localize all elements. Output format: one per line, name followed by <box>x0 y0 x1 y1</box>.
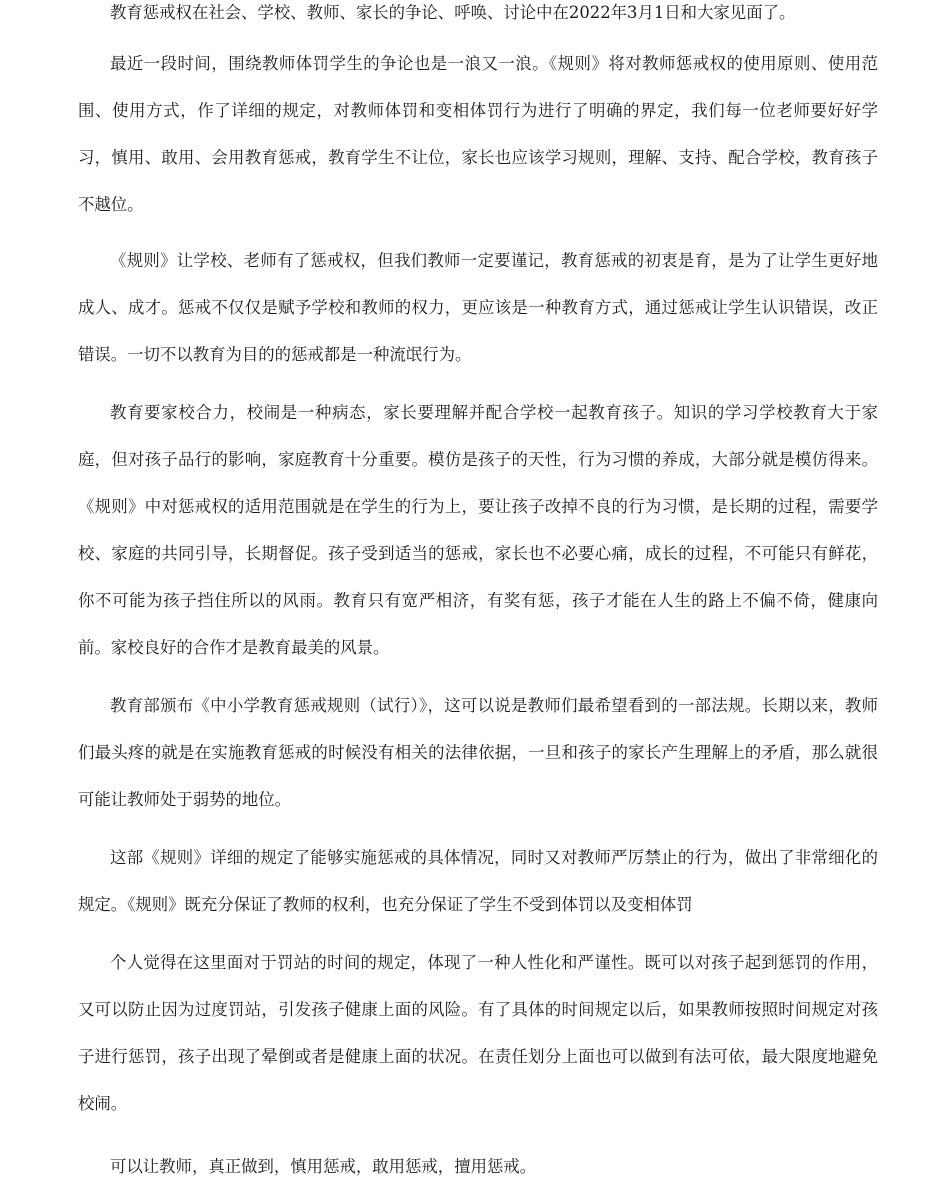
paragraph-1: 教育惩戒权在社会、学校、教师、家长的争论、呼唤、讨论中在2022年3月1日和大家见面了。 <box>110 3 796 22</box>
paragraph-5: 教育部颁布《中小学教育惩戒规则（试行）》，这可以说是教师们最希望看到的一部法规。长期以来，教师们最头疼的就是在实施教育惩戒的时候没有相关的法律依据，一旦和孩子的家长产生理解上的矛盾，那么就很可能让教师处于弱势的地位。 <box>78 696 878 809</box>
paragraph-7: 个人觉得在这里面对于罚站的时间的规定，体现了一种人性化和严谨性。既可以对孩子起到惩罚的作用，又可以防止因为过度罚站，引发孩子健康上面的风险。有了具体的时间规定以后，如果教师按照时间规定对孩子进行惩罚，孩子出现了晕倒或者是健康上面的状况。在责任划分上面也可以做到有法可依，最大限度地避免校闹。 <box>78 953 878 1113</box>
paragraph-2: 最近一段时间，围绕教师体罚学生的争论也是一浪又一浪。《规则》将对教师惩戒权的使用原则、使用范围、使用方式，作了详细的规定，对教师体罚和变相体罚行为进行了明确的界定，我们每一位老师要好好学习，慎用、敢用、会用教育惩戒，教育学生不让位，家长也应该学习规则，理解、支持、配合学校，教育孩子不越位。 <box>78 54 878 214</box>
paragraph-4: 教育要家校合力，校闹是一种病态，家长要理解并配合学校一起教育孩子。知识的学习学校教育大于家庭，但对孩子品行的影响，家庭教育十分重要。模仿是孩子的天性，行为习惯的养成，大部分就是模仿得来。《规则》中对惩戒权的适用范围就是在学生的行为上，要让孩子改掉不良的行为习惯，是长期的过程，需要学校、家庭的共同引导，长期督促。孩子受到适当的惩戒，家长也不必要心痛，成长的过程，不可能只有鲜花，你不可能为孩子挡住所以的风雨。教育只有宽严相济，有奖有惩，孩子才能在人生的路上不偏不倚，健康向前。家校良好的合作才是教育最美的风景。 <box>78 403 878 657</box>
paragraph-3: 《规则》让学校、老师有了惩戒权，但我们教师一定要谨记，教育惩戒的初衷是育，是为了让学生更好地成人、成才。惩戒不仅仅是赋予学校和教师的权力，更应该是一种教育方式，通过惩戒让学生认识错误，改正错误。一切不以教育为目的的惩戒都是一种流氓行为。 <box>78 251 878 364</box>
paragraph-6: 这部《规则》详细的规定了能够实施惩戒的具体情况，同时又对教师严厉禁止的行为，做出了非常细化的规定。《规则》既充分保证了教师的权利，也充分保证了学生不受到体罚以及变相体罚 <box>78 848 878 914</box>
paragraph-8: 可以让教师，真正做到，慎用惩戒，敢用惩戒，擅用惩戒。 <box>110 1157 537 1176</box>
